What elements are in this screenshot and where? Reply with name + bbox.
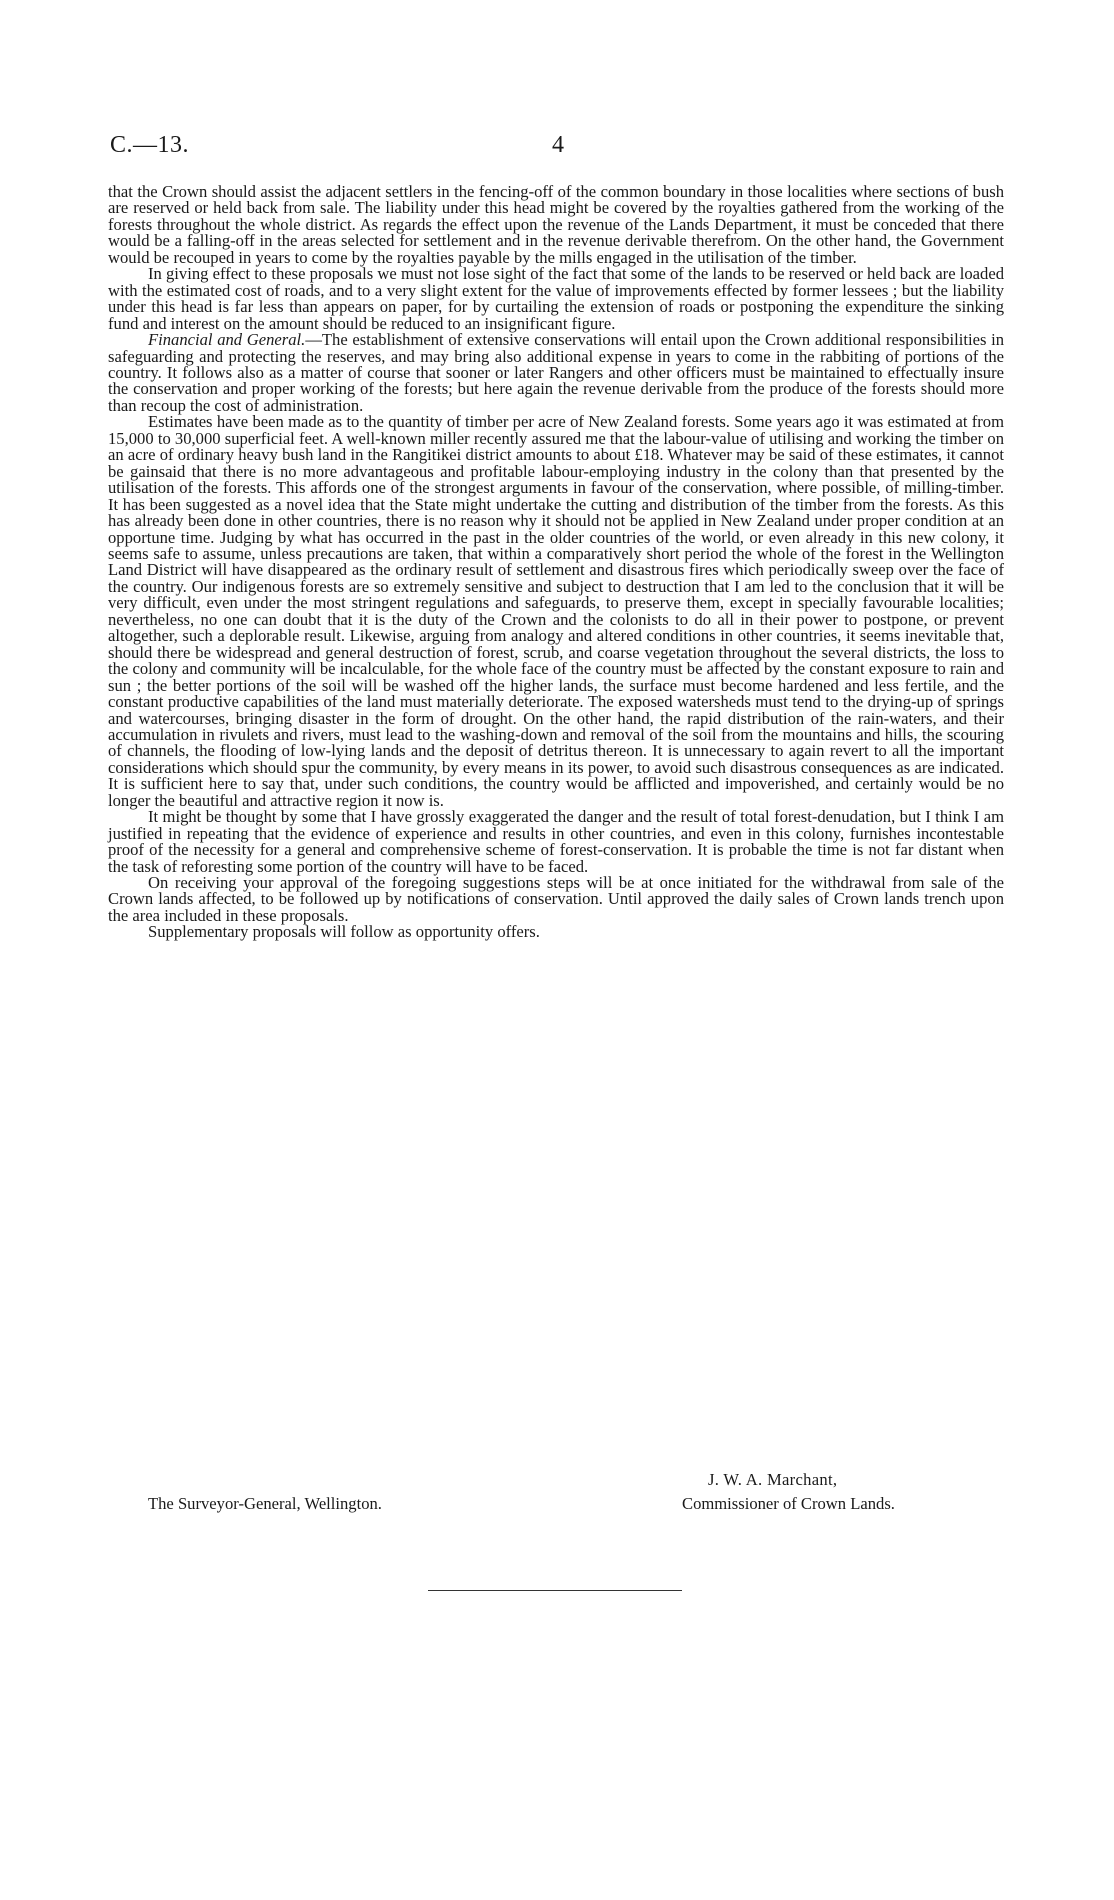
document-reference: C.—13. <box>110 132 190 158</box>
closing-rule-divider <box>428 1590 682 1591</box>
addressee: The Surveyor-General, Wellington. <box>148 1494 382 1513</box>
paragraph-2 <box>108 266 1004 332</box>
paragraph-2-text: In giving effect to these proposals we must not lose sight of the fact that some of the lands to be reserved or held back are loaded with the estimated cost of roads, and to a very slight extent for the value of improvements effected by former lessees ; but the liability under this head is far less than appears on paper, for by curtailing the extension of roads or postponing the expenditure the sinking fund and interest on the amount should be reduced to an insignificant figure. <box>108 264 1004 333</box>
paragraph-1-text: that the Crown should assist the adjacent settlers in the fencing-off of the common boundary in those localities where sections of bush are reserved or held back from sale. The liability under this head might be covered by the royalties gathered from the working of the forests throughout the whole district. As regards the effect upon the revenue of the Lands Department, it must be conceded that there would be a falling-off in the areas selected for settlement and in the revenue derivable therefrom. On the other hand, the Government would be recouped in years to come by the royalties payable by the mills engaged in the utilisation of the timber. <box>108 182 1004 267</box>
paragraph-7 <box>108 924 1004 940</box>
paragraph-4 <box>108 414 1004 809</box>
page-header <box>110 132 1010 172</box>
paragraph-5 <box>108 809 1004 875</box>
paragraph-5-text: It might be thought by some that I have grossly exaggerated the danger and the result of total forest-denudation, but I think I am justified in repeating that the evidence of experience and results in other countries, and even in this colony, furnishes incontestable proof of the necessity for a general and comprehensive scheme of forest-conservation. It is probable the time is not far distant when the task of reforesting some portion of the country will have to be faced. <box>108 807 1004 876</box>
signatory-name: J. W. A. Marchant, <box>708 1470 838 1489</box>
paragraph-6 <box>108 875 1004 924</box>
paragraph-4-text: Estimates have been made as to the quantity of timber per acre of New Zealand forests. Some years ago it was estimated at from 15,000 to 30,000 superficial feet. A well-known miller recently assured me that the labour-value of utilising and working the timber on an acre of ordinary heavy bush land in the Rangitikei district amounts to about £18. Whatever may be said of these estimates, it cannot be gainsaid that there is no more advantageous and profitable labour-employing industry in the colony than that presented by the utilisation of the forests. This affords one of the strongest arguments in favour of the conservation, where possible, of milling-timber. It has been suggested as a novel idea that the State might undertake the cutting and distribution of the timber from the forests. As this has already been done in other countries, there is no reason why it should not be applied in New Zealand under proper condition at an opportune time. Judging by what has occurred in the past in the older countries of the world, or even already in this new colony, it seems safe to assume, unless precautions are taken, that within a comparatively short period the whole of the forest in the Wellington Land District will have disappeared as the ordinary result of settlement and disastrous fires which periodically sweep over the face of the country. Our indigenous forests are so extremely sensitive and subject to destruction that I am led to the conclusion that it will be very difficult, even under the most stringent regulations and safeguards, to preserve them, except in specially favourable localities; nevertheless, no one can doubt that it is the duty of the Crown and the colonists to do all in their power to postpone, or prevent altogether, such a deplorable result. Likewise, arguing from analogy and altered conditions in other countries, it seems inevitable that, should there be widespread and general destruction of forest, scrub, and coarse vegetation throughout the several districts, the loss to the colony and community will be incalculable, for the whole face of the country must be affected by the constant exposure to rain and sun ; the better portions of the soil will be washed off the higher lands, the surface must become hardened and less fertile, and the constant productive capabilities of the land must materially deteriorate. The exposed watersheds must tend to the drying-up of springs and watercourses, bringing disaster in the form of drought. On the other hand, the rapid distribution of the rain-waters, and their accumulation in rivulets and rivers, must lead to the washing-down and removal of the soil from the mountains and hills, the scouring of channels, the flooding of low-lying lands and the deposit of detritus thereon. It is unnecessary to again revert to all the important considerations which should spur the community, by every means in its power, to avoid such disastrous consequences as are indicated. It is sufficient here to say that, under such conditions, the country would be afflicted and impoverished, and certainly would be no longer the beautiful and attractive region it now is. <box>108 412 1004 810</box>
body-text <box>108 184 1004 941</box>
paragraph-3 <box>108 332 1004 414</box>
section-heading-financial-general: Financial and General. <box>148 330 306 350</box>
page-number: 4 <box>552 132 564 158</box>
signatory-title: Commissioner of Crown Lands. <box>682 1494 895 1513</box>
signature-block <box>108 1470 1004 1530</box>
paragraph-6-text: On receiving your approval of the foregoing suggestions steps will be at once initiated for the withdrawal from sale of the Crown lands affected, to be followed up by notifications of conservation. Until approved the daily sales of Crown lands trench upon the area included in these proposals. <box>108 873 1004 925</box>
paragraph-7-text: Supplementary proposals will follow as opportunity offers. <box>148 922 540 942</box>
paragraph-3-text: —The establishment of extensive conservations will entail upon the Crown additional responsibilities in safeguarding and protecting the reserves, and may bring also additional expense in years to come in the rabbiting of portions of the country. It follows also as a matter of course that sooner or later Rangers and other officers must be maintained to effectually insure the conservation and proper working of the forests; but here again the revenue derivable from the produce of the forests should more than recoup the cost of administration. <box>108 330 1004 415</box>
paragraph-1 <box>108 184 1004 266</box>
